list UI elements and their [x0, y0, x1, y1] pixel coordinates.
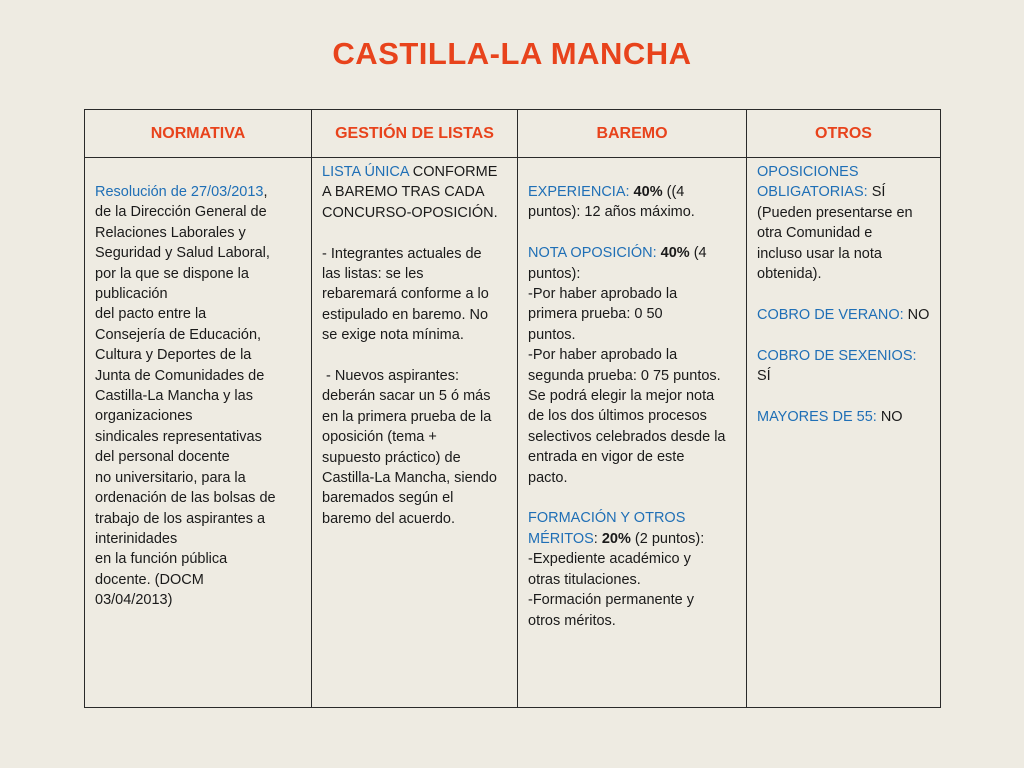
normativa-line: del personal docente: [95, 449, 230, 466]
nuevos-line: Castilla-La Mancha, siendo: [322, 470, 497, 487]
cobro-sexenios-line: [757, 346, 932, 387]
normativa-line: Junta de Comunidades de: [95, 367, 265, 384]
cobro-verano-label: COBRO DE VERANO:: [757, 306, 904, 323]
spacer: [322, 223, 509, 243]
nota-line: -Por haber aprobado la: [528, 347, 678, 364]
lista-unica-rest: CONFORME: [408, 164, 498, 180]
integrantes-line: - Integrantes actuales de: [322, 245, 482, 262]
experiencia-label: EXPERIENCIA:: [528, 184, 630, 200]
nota-line: entrada en vigor de este: [528, 449, 685, 466]
normativa-line: publicación: [95, 286, 168, 303]
spacer: [528, 488, 738, 508]
cobro-verano-line: [757, 305, 932, 325]
nota-line: de los dos últimos procesos: [528, 408, 707, 425]
header-normativa: NORMATIVA: [85, 110, 311, 158]
nota-line: puntos):: [528, 265, 581, 282]
cell-gestion-de-listas: [311, 158, 517, 707]
nuevos-line: deberán sacar un 5 ó más: [322, 388, 491, 405]
cobro-sexenios-label: COBRO DE SEXENIOS:: [757, 347, 917, 364]
nota-line: Se podrá elegir la mejor nota: [528, 388, 715, 405]
formacion-line: [528, 529, 738, 549]
oposiciones-line: [757, 182, 932, 202]
normativa-line: Cultura y Deportes de la: [95, 347, 252, 364]
nota-line: pacto.: [528, 469, 568, 486]
comparison-table: [84, 109, 941, 708]
cobro-verano-value: NO: [903, 306, 930, 323]
formacion-label-2: MÉRITOS: [528, 530, 594, 547]
cell-baremo: [517, 158, 746, 707]
experiencia-line: [528, 182, 738, 202]
normativa-line: interinidades: [95, 530, 178, 547]
normativa-line: docente. (DOCM: [95, 571, 204, 588]
normativa-line: organizaciones: [95, 408, 193, 425]
spacer: [757, 284, 932, 304]
spacer: [757, 325, 932, 345]
nota-oposicion-rest: (4: [689, 245, 707, 262]
normativa-line: Relaciones Laborales y: [95, 224, 246, 241]
spacer: [528, 223, 738, 243]
normativa-line: no universitario, para la: [95, 469, 246, 486]
formacion-rest: (2 puntos):: [630, 530, 705, 547]
oposiciones-value: SÍ: [867, 184, 886, 201]
normativa-line: ordenación de las bolsas de: [95, 490, 276, 507]
spacer: [757, 386, 932, 406]
nota-line: primera prueba: 0 50: [528, 306, 663, 323]
formacion-colon: :: [593, 530, 598, 547]
nuevos-line: supuesto práctico) de: [322, 449, 461, 466]
normativa-line: Seguridad y Salud Laboral,: [95, 245, 270, 262]
nota-line: selectivos celebrados desde la: [528, 428, 726, 445]
experiencia-line: puntos): 12 años máximo.: [528, 204, 695, 221]
resolution-date-ref: Resolución de 27/03/2013: [95, 184, 264, 200]
oposiciones-label-1: OPOSICIONES: [757, 164, 859, 180]
nota-oposicion-label: NOTA OPOSICIÓN:: [528, 245, 657, 262]
lista-unica-label: LISTA ÚNICA: [322, 164, 409, 180]
normativa-line: trabajo de los aspirantes a: [95, 510, 266, 527]
normativa-line: Consejería de Educación,: [95, 326, 262, 343]
oposiciones-note: otra Comunidad e: [757, 225, 873, 242]
formacion-item: otras titulaciones.: [528, 571, 641, 588]
gestion-line: CONCURSO-OPOSICIÓN.: [322, 204, 498, 221]
spacer: [322, 346, 509, 366]
normativa-line: del pacto entre la: [95, 306, 207, 323]
normativa-line: sindicales representativas: [95, 428, 262, 445]
cell-normativa: [85, 158, 311, 707]
integrantes-line: se exige nota mínima.: [322, 327, 464, 344]
nuevos-line: en la primera prueba de la: [322, 408, 492, 425]
formacion-item: otros méritos.: [528, 612, 616, 629]
header-otros: OTROS: [746, 110, 940, 158]
comma: ,: [263, 184, 268, 200]
oposiciones-note: incluso usar la nota: [757, 245, 882, 262]
mayores-55-label: MAYORES DE 55:: [757, 408, 877, 425]
nota-line: segunda prueba: 0 75 puntos.: [528, 367, 721, 384]
experiencia-pct: 40%: [629, 184, 663, 200]
experiencia-rest: ((4: [662, 184, 685, 200]
cobro-sexenios-value: SÍ: [757, 368, 771, 385]
normativa-line: en la función pública: [95, 551, 228, 568]
normativa-line: de la Dirección General de: [95, 204, 267, 221]
integrantes-line: rebaremará conforme a lo: [322, 286, 489, 303]
nuevos-line: oposición (tema +: [322, 429, 437, 446]
nota-oposicion-pct: 40%: [656, 245, 690, 262]
oposiciones-label-2: OBLIGATORIAS:: [757, 184, 868, 201]
integrantes-line: estipulado en baremo. No: [322, 306, 489, 323]
normativa-line: 03/04/2013): [95, 592, 173, 609]
nota-oposicion-line: [528, 243, 738, 263]
oposiciones-note: obtenida).: [757, 266, 822, 283]
mayores-55-line: [757, 407, 932, 427]
formacion-pct: 20%: [597, 530, 631, 547]
nota-line: -Por haber aprobado la: [528, 286, 678, 303]
integrantes-line: las listas: se les: [322, 266, 424, 283]
normativa-line: por la que se dispone la: [95, 265, 249, 282]
nota-line: puntos.: [528, 326, 576, 343]
nuevos-line: baremados según el: [322, 490, 454, 507]
normativa-first-line: [95, 182, 303, 202]
header-baremo: BAREMO: [517, 110, 746, 158]
cell-otros: [746, 158, 940, 707]
mayores-55-value: NO: [876, 408, 903, 425]
formacion-label-1: FORMACIÓN Y OTROS: [528, 510, 686, 527]
formacion-item: -Expediente académico y: [528, 551, 691, 568]
gestion-line: A BAREMO TRAS CADA: [322, 184, 485, 201]
nuevos-line: - Nuevos aspirantes:: [322, 368, 460, 385]
lista-unica-line: [322, 162, 509, 182]
oposiciones-note: (Pueden presentarse en: [757, 204, 913, 221]
header-gestion-de-listas: GESTIÓN DE LISTAS: [311, 110, 517, 158]
normativa-line: Castilla-La Mancha y las: [95, 388, 253, 405]
nuevos-line: baremo del acuerdo.: [322, 510, 455, 527]
slide-title: CASTILLA-LA MANCHA: [332, 36, 692, 71]
formacion-item: -Formación permanente y: [528, 592, 695, 609]
